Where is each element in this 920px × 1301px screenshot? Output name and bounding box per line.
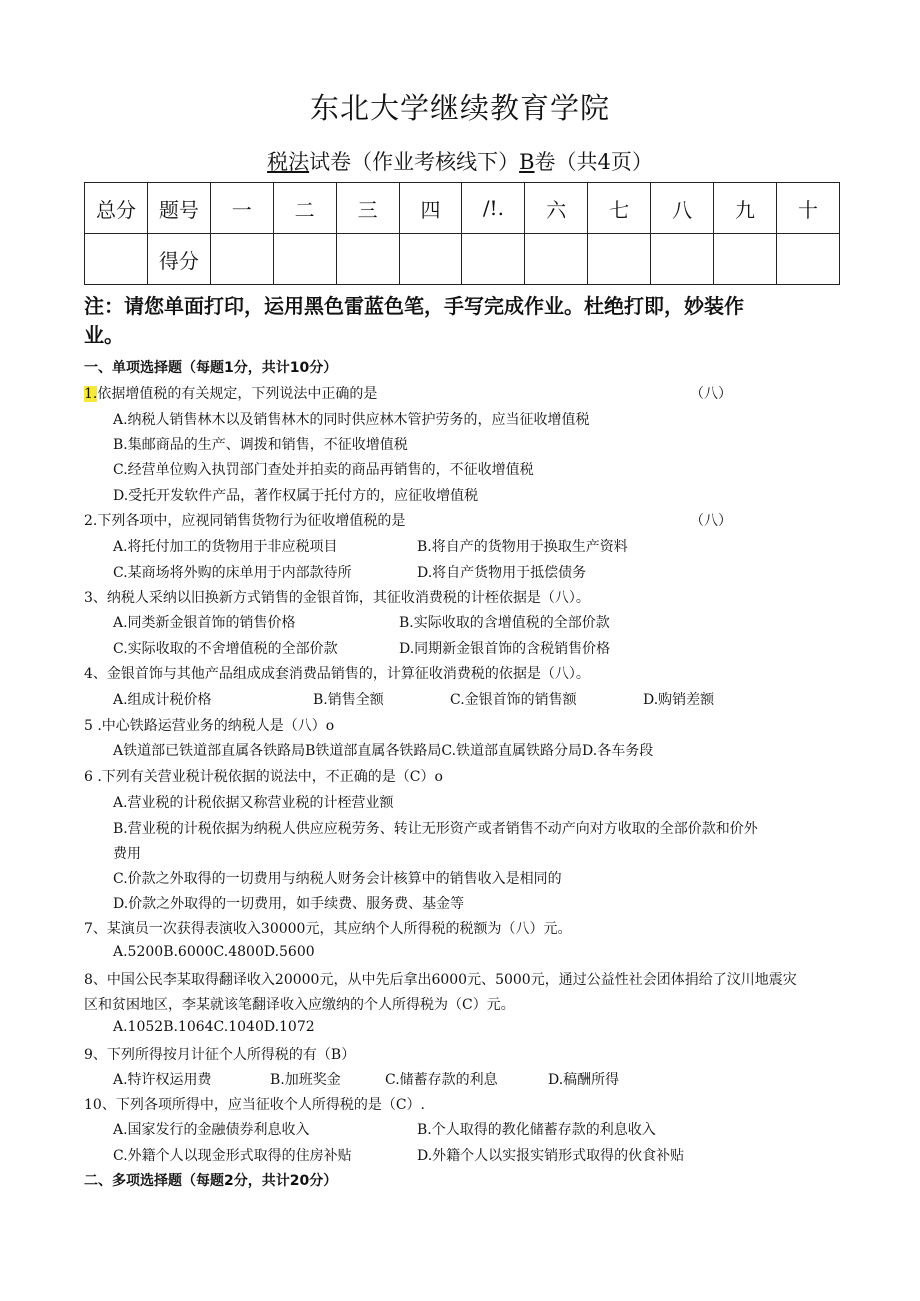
question-4: 4、金银首饰与其他产品组成成套消费品销售的，计算征收消费税的依据是（八）。 xyxy=(84,666,590,682)
score-cell: 一 xyxy=(210,183,273,234)
score-empty-cell xyxy=(714,234,777,285)
option: D.受托开发软件产品，著作权属于托付方的，应征收增值税 xyxy=(113,488,479,504)
answer-mark: （八） xyxy=(690,513,732,529)
option: A.1052B.1064C.1040D.1072 xyxy=(113,1019,315,1035)
variant-letter: B xyxy=(519,150,535,174)
subtitle-end: 卷（共4页） xyxy=(534,150,653,174)
question-3: 3、纳税人采纳以旧换新方式销售的金银首饰，其征收消费税的计桎依据是（八）。 xyxy=(84,590,590,606)
instruction-note xyxy=(84,292,844,350)
score-empty-cell xyxy=(776,234,839,285)
score-cell: 八 xyxy=(651,183,714,234)
subtitle-mid: 试卷（作业考核线下） xyxy=(309,150,520,174)
question-text: 依据增值税的有关规定，下列说法中正确的是 xyxy=(97,386,378,402)
score-cell: 三 xyxy=(336,183,399,234)
score-cell: 十 xyxy=(776,183,839,234)
score-cell: 四 xyxy=(399,183,462,234)
option: A.将托付加工的货物用于非应税项目 xyxy=(113,539,338,555)
question-7: 7、某演员一次获得表演收入30000元，其应纳个人所得税的税额为（八）元。 xyxy=(84,921,572,937)
option: A铁道部已铁道部直属各铁路局B铁道部直属各铁路局C.铁道部直属铁路分局D.各车务段 xyxy=(113,743,654,759)
question-1 xyxy=(84,383,377,403)
option: B.将自产的货物用于换取生产资料 xyxy=(417,539,628,555)
score-empty-cell xyxy=(462,234,525,285)
question-2: 2.下列各项中，应视同销售货物行为征收增值税的是 xyxy=(84,513,406,529)
score-cell: 题号 xyxy=(147,183,210,234)
option: A.同类新金银首饰的销售价格 xyxy=(113,615,296,631)
score-empty-cell xyxy=(85,234,148,285)
option: A.国家发行的金融债券利息收入 xyxy=(113,1122,310,1138)
option: C.实际收取的不舍增值税的全部价款 xyxy=(113,641,338,657)
option: B.销售全额 xyxy=(313,692,384,708)
option: C.外籍个人以现金形式取得的住房补贴 xyxy=(113,1148,352,1164)
question-10: 10、下列各项所得中，应当征收个人所得税的是（C）. xyxy=(84,1097,425,1113)
option: D.外籍个人以实报实销形式取得的伙食补贴 xyxy=(417,1148,685,1164)
question-number-highlight: 1. xyxy=(84,386,98,402)
score-empty-cell xyxy=(210,234,273,285)
option: A.纳税人销售林木以及销售林木的同时供应林木管护劳务的，应当征收增值税 xyxy=(113,412,590,428)
score-empty-cell xyxy=(336,234,399,285)
score-empty-cell xyxy=(651,234,714,285)
subject-name: 税法 xyxy=(267,150,310,174)
option: A.5200B.6000C.4800D.5600 xyxy=(113,944,315,960)
option: B.集邮商品的生产、调拨和销售，不征收增值税 xyxy=(113,437,408,453)
score-cell: 六 xyxy=(525,183,588,234)
answer-mark: （八） xyxy=(690,386,732,402)
score-cell: 九 xyxy=(714,183,777,234)
option: D.将自产货物用于抵偿债务 xyxy=(417,565,587,581)
score-empty-cell xyxy=(525,234,588,285)
option: B.实际收取的含增值税的全部价款 xyxy=(399,615,610,631)
question-8: 8、中国公民李某取得翻译收入20000元，从中先后拿出6000元、5000元，通过公益性社会团体捐给了汶川地震灾 xyxy=(84,972,797,988)
note-line: 注：请您单面打印，运用黑色雷蓝色笔，手写完成作业。杜绝打即，妙装作 xyxy=(84,294,744,318)
option: A.特许权运用费 xyxy=(113,1072,212,1088)
option: B.加班奖金 xyxy=(270,1072,341,1088)
score-empty-cell xyxy=(588,234,651,285)
score-cell: 二 xyxy=(273,183,336,234)
note-line: 业。 xyxy=(84,323,124,347)
score-table xyxy=(84,182,840,285)
question-6: 6 .下列有关营业税计税依据的说法中，不正确的是（C）o xyxy=(84,769,443,785)
section-single-choice: 一、单项选择题（每题1分，共计10分） xyxy=(84,360,338,376)
option: C.金银首饰的销售额 xyxy=(450,692,577,708)
exam-subtitle xyxy=(0,146,920,176)
score-empty-cell xyxy=(399,234,462,285)
section-multiple-choice: 二、多项选择题（每题2分，共计20分） xyxy=(84,1173,338,1189)
option: C.某商场将外购的床单用于内部款待所 xyxy=(113,565,352,581)
score-cell: 七 xyxy=(588,183,651,234)
institution-title: 东北大学继续教育学院 xyxy=(309,91,610,125)
option: B.个人取得的教化储蓄存款的利息收入 xyxy=(417,1122,656,1138)
option: A.营业税的计税依据又称营业税的计桎营业额 xyxy=(113,795,394,811)
option: D.稿酬所得 xyxy=(548,1072,620,1088)
score-cell: 总分 xyxy=(85,183,148,234)
option: D.价款之外取得的一切费用，如手续费、服务费、基金等 xyxy=(113,896,465,912)
option: A.组成计税价格 xyxy=(113,692,212,708)
score-cell: /!. xyxy=(462,183,525,234)
question-8-continued: 区和贫困地区，李某就该笔翻译收入应缴纳的个人所得税为（C）元。 xyxy=(84,997,515,1013)
score-header-row xyxy=(85,183,840,234)
question-9: 9、下列所得按月计征个人所得税的有（B） xyxy=(84,1047,356,1063)
score-empty-cell xyxy=(273,234,336,285)
option-continued: 费用 xyxy=(113,846,141,862)
score-value-row xyxy=(85,234,840,285)
option: C.价款之外取得的一切费用与纳税人财务会计核算中的销售收入是相同的 xyxy=(113,871,562,887)
option: B.营业税的计税依据为纳税人供应应税劳务、转让无形资产或者销售不动产向对方收取的全部价款和价外 xyxy=(113,821,758,837)
question-5: 5 .中心铁路运营业务的纳税人是（八）o xyxy=(84,718,335,734)
option: D.购销差额 xyxy=(643,692,715,708)
option: C.储蓄存款的利息 xyxy=(385,1072,498,1088)
score-label-cell: 得分 xyxy=(147,234,210,285)
option: C.经营单位购入执罚部门查处并拍卖的商品再销售的，不征收增值税 xyxy=(113,462,534,478)
option: D.同期新金银首饰的含税销售价格 xyxy=(399,641,611,657)
